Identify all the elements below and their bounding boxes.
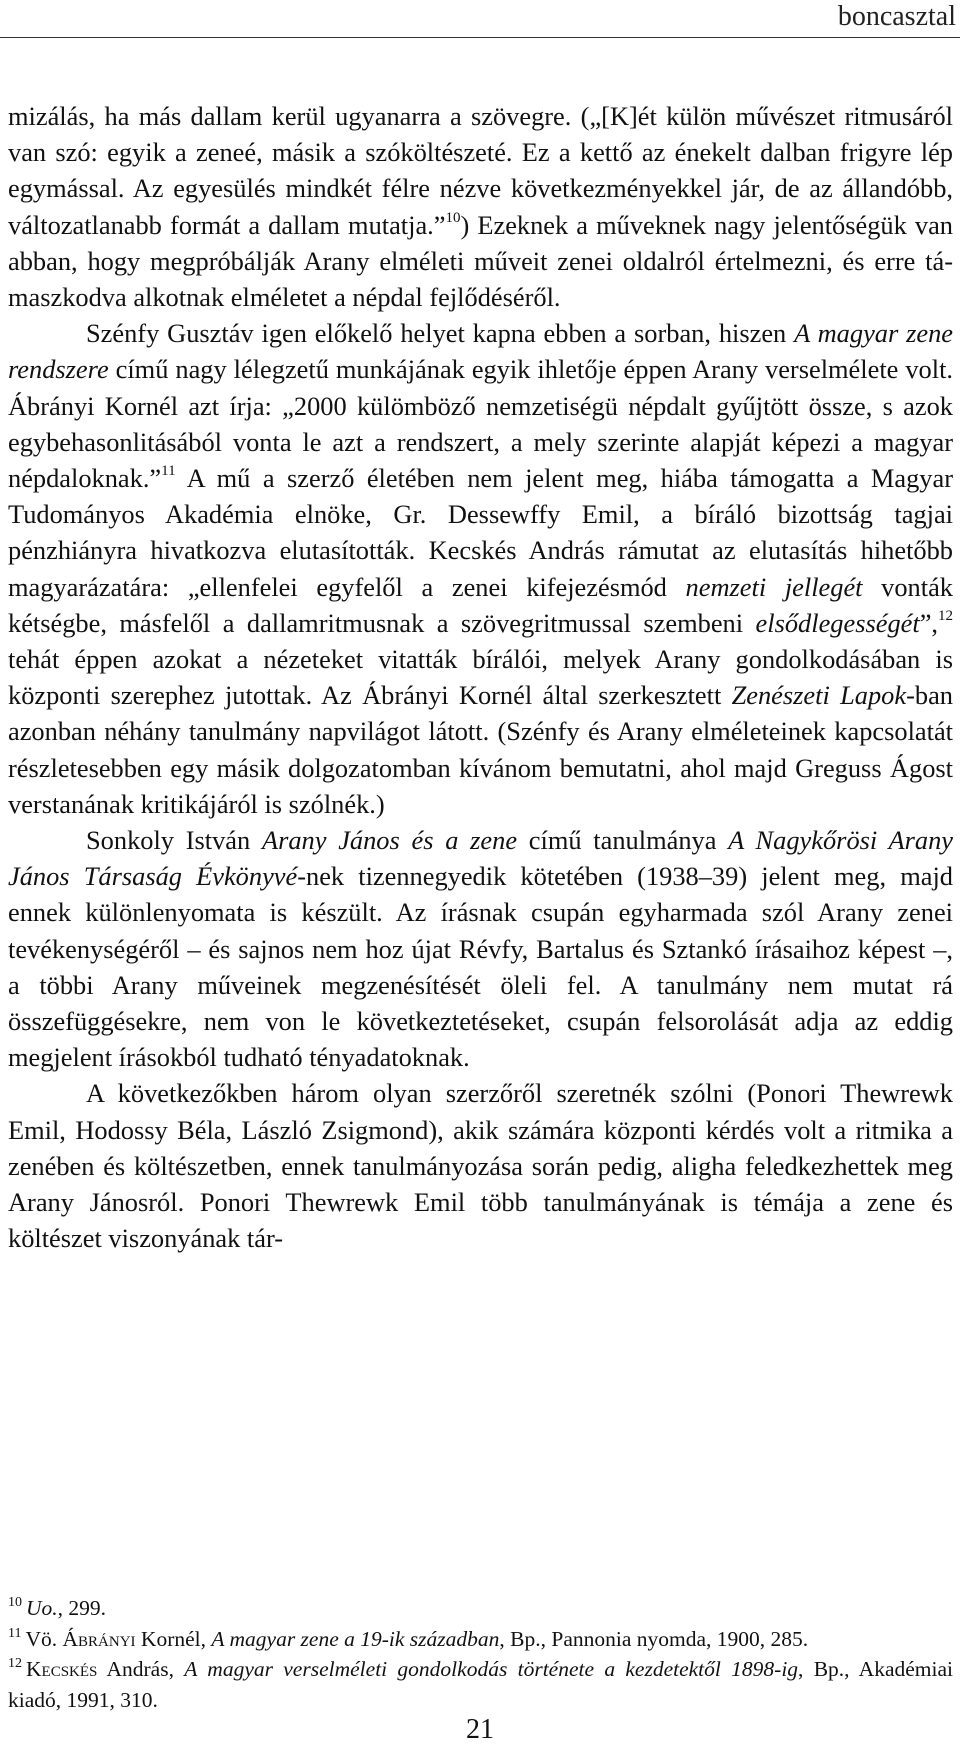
text-run: című tanulmánya [517, 825, 729, 856]
text-run: Sonkoly István [86, 825, 262, 856]
text-run: tehát éppen azokat a nézeteket vitatták bírálói, melyek Arany gondolkodásában is központi szerephez jutottak. Az Ábrányi Kornél által szerkesztett [8, 644, 953, 711]
text-run: ”, [919, 607, 938, 638]
footnote-reference: 12 [938, 607, 953, 624]
header-rule [0, 37, 960, 38]
text-run: Vö. [25, 1626, 63, 1651]
text-run: című nagy lélegzetű munkájának egyik ihletője éppen Arany verselmélete volt. Ábrányi Kornél azt írja: „2000 külömböző nemzetiségü népdalt gyűjtött össze, s azok egybehasonlitásából vonta le azt a rendszert, a mely szerinte alapját képezi a magyar népdaloknak.” [8, 354, 953, 494]
text-run: A következőkben három olyan szerzőről szeretnék szólni (Ponori Thewrewk Emil, Hodossy Béla, László Zsigmond), akik számára központi kérdés volt a ritmika a zenében és költészetben, ennek tanulmányozása során pedig, aligha feledkezhettek meg Arany Jánosról. Ponori Thewrewk Emil több tanulmányának is témája a zene és költészet viszonyának tár- [8, 1078, 953, 1254]
italic-text: A Nagykőrösi Arany János Társaság Évkönyvé [8, 825, 953, 892]
paragraph [8, 315, 953, 822]
text-run: András, [97, 1657, 185, 1681]
text-run: -ban azonban néhány tanulmány napvilágot látott. (Szénfy és Arany elméleteinek kapcsolatát részletesebben egy másik dolgozatomban kívánom bemutatni, ahol majd Greguss Ágost verstanának kritikájáról is szólnék.) [8, 680, 953, 819]
paragraph [8, 1075, 953, 1256]
text-run: Kornél, [135, 1626, 212, 1651]
italic-text: Zenészeti Lapok [731, 680, 907, 711]
text-run: vonták kétségbe, másfelől a dallamritmusnak a szövegritmussal szembeni [8, 571, 953, 638]
footnote-reference: 11 [161, 463, 176, 480]
text-run: -nek tizennegyedik kötetében (1938–39) jelent meg, majd ennek különlenyomata is készült. Az írásnak csupán egyharmada szól Arany zenei tevékenységéről – és sajnos nem hoz újat Révfy, Bartalus és Sztankó írásaihoz képest –, a többi Arany műveinek megzenésítését öleli fel. A tanulmány nem mutat rá összefüggésekre, nem von le következtetéseket, csupán felsorolását adja az eddig megjelent írásokból tudható tényadatoknak. [8, 861, 953, 1073]
italic-text: Uo. [26, 1596, 58, 1620]
body-text [8, 98, 953, 1257]
italic-text: Arany János és a zene [261, 825, 518, 856]
paragraph [8, 98, 953, 315]
italic-text: A magyar verselméleti gondolkodás története a kezdetektől 1898-ig [184, 1657, 799, 1681]
footnote [8, 1654, 953, 1715]
author-name: Kecskés [26, 1657, 98, 1681]
footnote-reference: 10 [445, 209, 461, 226]
italic-text: A magyar zene a 19-ik században [211, 1626, 500, 1651]
text-run: A mű a szerző életében nem jelent meg, hiába támogatta a Magyar Tudományos Akadémia elnöke, Gr. Dessewffy Emil, a bíráló bizottság tagjai pénzhiányra hivatkozva elutasították. Kecskés András rámutat az elutasítás hihetőbb magyarázatára: „ellenfelei egyfelől a zenei kifejezésmód [8, 463, 953, 602]
paragraph [8, 822, 953, 1075]
footnote-number: 10 [8, 1595, 22, 1610]
running-header-title: boncasztal [837, 1, 956, 32]
text-run: , Bp., Pannonia nyomda, 1900, 285. [499, 1626, 809, 1651]
text-run: , Bp., Akadémiai kiadó, 1991, 310. [8, 1657, 953, 1712]
footnote [8, 1593, 953, 1624]
footnotes [8, 1593, 953, 1715]
page-number: 21 [466, 1714, 494, 1745]
italic-text: elsődlegességét [755, 607, 920, 638]
footnote-number: 11 [8, 1625, 22, 1641]
author-name: Ábrányi [62, 1626, 136, 1651]
text-run: ) Ezeknek a műveknek nagy jelentőségük van abban, hogy megpróbálják Arany elméleti műveit zenei oldalról értelmezni, és erre támaszkodva alkotnak elméletet a népdal fejlődéséről. [8, 209, 954, 313]
footnote [8, 1624, 953, 1655]
footnote-number: 12 [8, 1656, 22, 1671]
text-run: mizálás, ha más dallam kerül ugyanarra a szövegre. („[K]ét külön művészet ritmusáról van szó: egyik a zeneé, másik a szóköltészeté. Ez a kettő az énekelt dalban frigyre lép egymással. Az egyesülés mindkét félre nézve következményekkel jár, de az állandóbb, változatlanabb formát a dallam mutatja.” [8, 101, 953, 240]
text-run: , 299. [57, 1596, 107, 1620]
text-run: Szénfy Gusztáv igen előkelő helyet kapna ebben a sorban, hiszen [86, 318, 795, 349]
italic-text: A magyar zene rendszere [8, 318, 953, 385]
italic-text: nemzeti jellegét [685, 571, 863, 602]
